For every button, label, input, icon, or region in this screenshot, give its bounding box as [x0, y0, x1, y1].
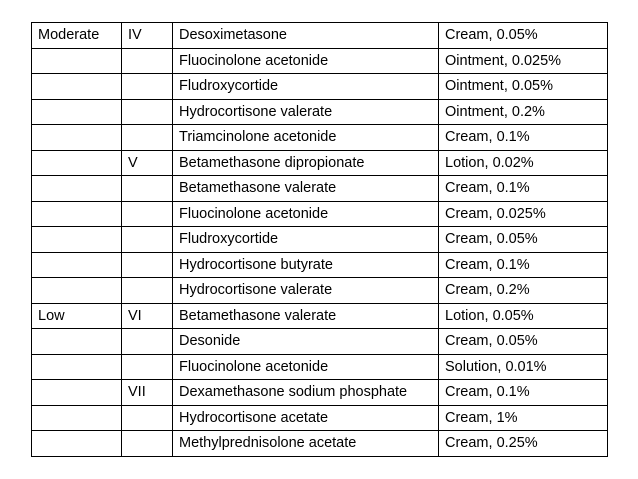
class-cell: [122, 176, 173, 202]
class-cell: VII: [122, 380, 173, 406]
table-row: [32, 303, 608, 329]
table-row: [32, 125, 608, 151]
drug-cell: Triamcinolone acetonide: [173, 125, 439, 151]
class-cell: [122, 125, 173, 151]
table-row: [32, 23, 608, 49]
table-row: [32, 405, 608, 431]
potency-cell: [32, 329, 122, 355]
class-cell: [122, 74, 173, 100]
formulation-cell: Cream, 0.1%: [439, 125, 608, 151]
table-body: [32, 23, 608, 457]
drug-cell: Hydrocortisone butyrate: [173, 252, 439, 278]
table-row: [32, 48, 608, 74]
drug-cell: Fluocinolone acetonide: [173, 201, 439, 227]
drug-cell: Betamethasone dipropionate: [173, 150, 439, 176]
table-row: [32, 252, 608, 278]
formulation-cell: Cream, 0.05%: [439, 329, 608, 355]
class-cell: [122, 431, 173, 457]
potency-cell: [32, 48, 122, 74]
class-cell: [122, 227, 173, 253]
table-row: [32, 227, 608, 253]
table-row: [32, 99, 608, 125]
table-wrapper: [31, 22, 608, 457]
formulation-cell: Lotion, 0.02%: [439, 150, 608, 176]
class-cell: [122, 99, 173, 125]
drug-cell: Methylprednisolone acetate: [173, 431, 439, 457]
formulation-cell: Ointment, 0.025%: [439, 48, 608, 74]
drug-cell: Betamethasone valerate: [173, 303, 439, 329]
class-cell: [122, 278, 173, 304]
potency-cell: Low: [32, 303, 122, 329]
potency-cell: [32, 176, 122, 202]
formulation-cell: Cream, 0.025%: [439, 201, 608, 227]
table-row: [32, 176, 608, 202]
potency-cell: [32, 125, 122, 151]
class-cell: VI: [122, 303, 173, 329]
drug-cell: Dexamethasone sodium phosphate: [173, 380, 439, 406]
drug-cell: Desonide: [173, 329, 439, 355]
potency-cell: [32, 99, 122, 125]
potency-cell: [32, 74, 122, 100]
corticosteroid-potency-table: [31, 22, 608, 457]
class-cell: IV: [122, 23, 173, 49]
formulation-cell: Cream, 0.05%: [439, 227, 608, 253]
drug-cell: Hydrocortisone valerate: [173, 278, 439, 304]
table-row: [32, 431, 608, 457]
table-row: [32, 278, 608, 304]
drug-cell: Fludroxycortide: [173, 227, 439, 253]
formulation-cell: Cream, 0.05%: [439, 23, 608, 49]
class-cell: V: [122, 150, 173, 176]
formulation-cell: Cream, 0.1%: [439, 176, 608, 202]
formulation-cell: Ointment, 0.05%: [439, 74, 608, 100]
drug-cell: Betamethasone valerate: [173, 176, 439, 202]
formulation-cell: Cream, 0.1%: [439, 252, 608, 278]
drug-cell: Fludroxycortide: [173, 74, 439, 100]
potency-cell: [32, 252, 122, 278]
potency-cell: [32, 405, 122, 431]
table-row: [32, 380, 608, 406]
potency-cell: [32, 354, 122, 380]
drug-cell: Hydrocortisone acetate: [173, 405, 439, 431]
table-row: [32, 329, 608, 355]
potency-cell: Moderate: [32, 23, 122, 49]
table-row: [32, 150, 608, 176]
potency-cell: [32, 431, 122, 457]
formulation-cell: Solution, 0.01%: [439, 354, 608, 380]
drug-cell: Fluocinolone acetonide: [173, 48, 439, 74]
potency-cell: [32, 380, 122, 406]
potency-cell: [32, 150, 122, 176]
table-row: [32, 201, 608, 227]
formulation-cell: Cream, 0.25%: [439, 431, 608, 457]
potency-cell: [32, 227, 122, 253]
formulation-cell: Ointment, 0.2%: [439, 99, 608, 125]
class-cell: [122, 201, 173, 227]
drug-cell: Desoximetasone: [173, 23, 439, 49]
table-row: [32, 354, 608, 380]
drug-cell: Hydrocortisone valerate: [173, 99, 439, 125]
formulation-cell: Cream, 0.2%: [439, 278, 608, 304]
potency-cell: [32, 278, 122, 304]
class-cell: [122, 405, 173, 431]
formulation-cell: Cream, 0.1%: [439, 380, 608, 406]
class-cell: [122, 354, 173, 380]
formulation-cell: Lotion, 0.05%: [439, 303, 608, 329]
class-cell: [122, 329, 173, 355]
potency-cell: [32, 201, 122, 227]
table-row: [32, 74, 608, 100]
class-cell: [122, 252, 173, 278]
class-cell: [122, 48, 173, 74]
drug-cell: Fluocinolone acetonide: [173, 354, 439, 380]
formulation-cell: Cream, 1%: [439, 405, 608, 431]
